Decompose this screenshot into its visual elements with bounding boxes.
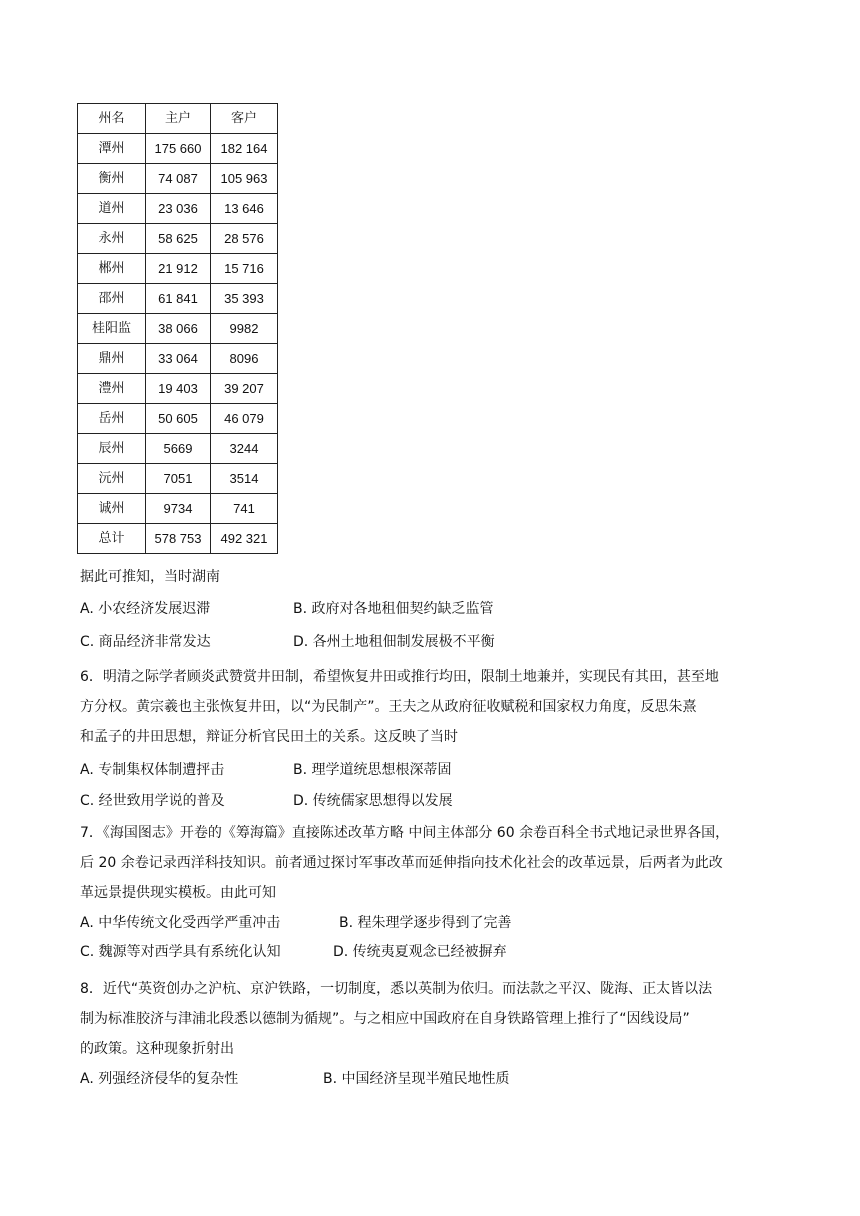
table-cell: 道州 xyxy=(78,194,146,224)
table-cell: 桂阳监 xyxy=(78,314,146,344)
table-cell: 澧州 xyxy=(78,374,146,404)
table-cell: 5669 xyxy=(146,434,211,464)
table-cell: 61 841 xyxy=(146,284,211,314)
table-row xyxy=(78,224,278,254)
household-table xyxy=(77,103,278,554)
table-cell: 诚州 xyxy=(78,494,146,524)
table-row xyxy=(78,434,278,464)
table-cell: 郴州 xyxy=(78,254,146,284)
table-cell: 9734 xyxy=(146,494,211,524)
table-cell: 总计 xyxy=(78,524,146,554)
table-cell: 衡州 xyxy=(78,164,146,194)
q6-line-1: 6．明清之际学者顾炎武赞赏井田制，希望恢复井田或推行均田，限制土地兼并，实现民有其田，甚至地 xyxy=(80,669,719,685)
table-cell: 19 403 xyxy=(146,374,211,404)
table-cell: 沅州 xyxy=(78,464,146,494)
q7-line-2: 后 20 余卷记录西洋科技知识。前者通过探讨军事改革而延伸指向技术化社会的改革远景，后两者为此改 xyxy=(80,855,723,871)
table-header-cell: 主户 xyxy=(146,104,211,134)
table-cell: 永州 xyxy=(78,224,146,254)
table-row xyxy=(78,254,278,284)
q7-option-d: D. 传统夷夏观念已经被摒弃 xyxy=(333,944,507,960)
q6-line-2: 方分权。黄宗羲也主张恢复井田，以“为民制产”。王夫之从政府征收赋税和国家权力角度，反思朱熹 xyxy=(80,699,697,715)
table-header-row xyxy=(78,104,278,134)
q7-option-a: A. 中华传统文化受西学严重冲击 xyxy=(80,915,281,931)
table-cell: 23 036 xyxy=(146,194,211,224)
table-row xyxy=(78,404,278,434)
table-row xyxy=(78,284,278,314)
table-row xyxy=(78,164,278,194)
table-cell: 鼎州 xyxy=(78,344,146,374)
table-cell: 74 087 xyxy=(146,164,211,194)
q6-line-3: 和孟子的井田思想，辩证分析官民田土的关系。这反映了当时 xyxy=(80,729,458,745)
table-row xyxy=(78,194,278,224)
table-cell: 741 xyxy=(211,494,278,524)
table-row xyxy=(78,464,278,494)
table-cell: 8096 xyxy=(211,344,278,374)
table-cell: 33 064 xyxy=(146,344,211,374)
table-cell: 175 660 xyxy=(146,134,211,164)
table-cell: 9982 xyxy=(211,314,278,344)
table-cell: 50 605 xyxy=(146,404,211,434)
table-cell: 3514 xyxy=(211,464,278,494)
q5-option-d: D. 各州土地租佃制发展极不平衡 xyxy=(293,634,495,650)
table-cell: 35 393 xyxy=(211,284,278,314)
table-row xyxy=(78,494,278,524)
table-cell: 邵州 xyxy=(78,284,146,314)
table-row xyxy=(78,314,278,344)
table-row xyxy=(78,374,278,404)
table-row xyxy=(78,524,278,554)
q6-option-b: B. 理学道统思想根深蒂固 xyxy=(293,762,452,778)
household-table-body xyxy=(78,104,278,554)
table-row xyxy=(78,344,278,374)
table-cell: 28 576 xyxy=(211,224,278,254)
table-cell: 21 912 xyxy=(146,254,211,284)
table-cell: 7051 xyxy=(146,464,211,494)
table-header-cell: 客户 xyxy=(211,104,278,134)
q8-option-a: A. 列强经济侵华的复杂性 xyxy=(80,1071,239,1087)
table-cell: 578 753 xyxy=(146,524,211,554)
table-cell: 182 164 xyxy=(211,134,278,164)
table-cell: 46 079 xyxy=(211,404,278,434)
table-cell: 105 963 xyxy=(211,164,278,194)
q7-option-c: C. 魏源等对西学具有系统化认知 xyxy=(80,944,281,960)
table-row xyxy=(78,134,278,164)
table-cell: 潭州 xyxy=(78,134,146,164)
table-cell: 38 066 xyxy=(146,314,211,344)
q5-option-c: C. 商品经济非常发达 xyxy=(80,634,211,650)
q6-option-c: C. 经世致用学说的普及 xyxy=(80,793,225,809)
q5-option-b: B. 政府对各地租佃契约缺乏监管 xyxy=(293,601,494,617)
table-cell: 13 646 xyxy=(211,194,278,224)
table-cell: 39 207 xyxy=(211,374,278,404)
table-header-cell: 州名 xyxy=(78,104,146,134)
q8-line-2: 制为标准胶济与津浦北段悉以德制为循规”。与之相应中国政府在自身铁路管理上推行了“因线设局” xyxy=(80,1011,690,1027)
q8-option-b: B. 中国经济呈现半殖民地性质 xyxy=(323,1071,510,1087)
q7-line-1: 7．《海国图志》开卷的《筹海篇》直接陈述改革方略 中间主体部分 60 余卷百科全书式地记录世界各国， xyxy=(80,825,730,841)
q8-line-1: 8．近代“英资创办之沪杭、京沪铁路，一切制度，悉以英制为依归。而法款之平汉、陇海、正太皆以法 xyxy=(80,981,713,997)
q5-stem: 据此可推知，当时湖南 xyxy=(80,569,220,585)
table-cell: 58 625 xyxy=(146,224,211,254)
q7-option-b: B. 程朱理学逐步得到了完善 xyxy=(339,915,512,931)
q5-option-a: A. 小农经济发展迟滞 xyxy=(80,601,211,617)
q7-line-3: 革远景提供现实模板。由此可知 xyxy=(80,885,276,901)
q6-option-a: A. 专制集权体制遭抨击 xyxy=(80,762,225,778)
q8-line-3: 的政策。这种现象折射出 xyxy=(80,1041,234,1057)
table-cell: 15 716 xyxy=(211,254,278,284)
table-cell: 3244 xyxy=(211,434,278,464)
table-cell: 岳州 xyxy=(78,404,146,434)
table-cell: 辰州 xyxy=(78,434,146,464)
q6-option-d: D. 传统儒家思想得以发展 xyxy=(293,793,453,809)
table-cell: 492 321 xyxy=(211,524,278,554)
